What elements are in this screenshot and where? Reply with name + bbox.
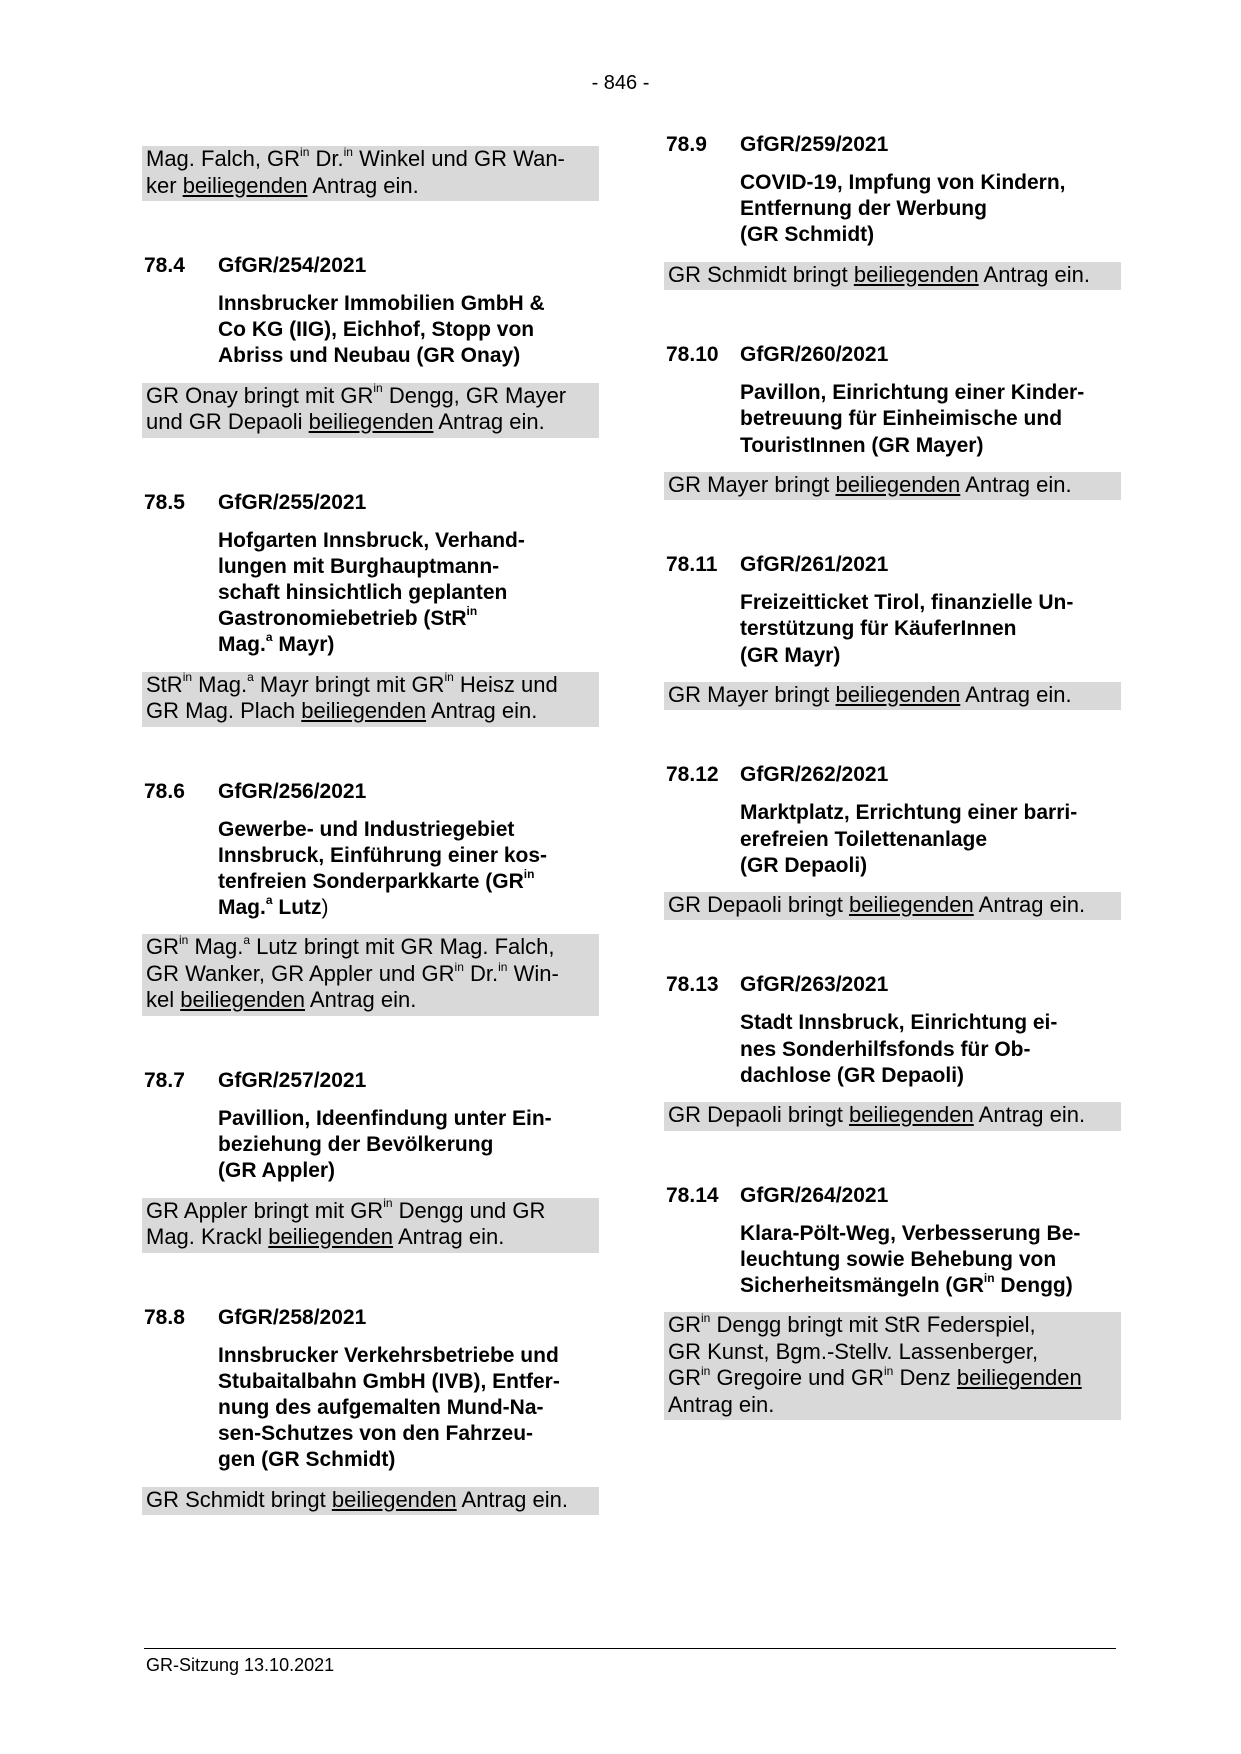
agenda-item [144,1305,599,1516]
agenda-item-title: Innsbrucker Verkehrsbetriebe und Stubaitalbahn GmbH (IVB), Entfer- nung des aufgemalten Mund-Na- sen-Schutzes von den Fahrzeu- gen (GR Schmidt) [218,1343,560,1472]
agenda-item-number: 78.6 [144,779,185,803]
agenda-item [666,972,1121,1130]
agenda-item [666,552,1121,710]
agenda-item [144,1068,599,1253]
agenda-item-number: 78.7 [144,1068,185,1092]
agenda-item-motion-note: GR Depaoli bringt beiliegenden Antrag ein. [664,1102,1121,1131]
page-number: - 846 - [591,72,650,94]
agenda-item-number: 78.4 [144,254,185,277]
agenda-item [144,253,599,438]
agenda-item-title: Innsbrucker Immobilien GmbH & Co KG (IIG), Eichhof, Stopp von Abriss und Neubau (GR Onay) [218,292,545,368]
agenda-item-code: GfGR/262/2021 [740,763,889,787]
agenda-item-code: GfGR/254/2021 [218,254,367,277]
agenda-item-number: 78.14 [666,1183,719,1207]
agenda-item-title: Klara-Pölt-Weg, Verbesserung Be- leuchtung sowie Behebung von Sicherheitsmängeln ($GR^{in}$ Dengg) [740,1221,1081,1297]
agenda-item-code: GfGR/260/2021 [740,343,889,367]
agenda-item-motion-note: GR Onay bringt mit $GR^{in}$ Dengg, GR Mayer und GR Depaoli beiliegenden Antrag ein. [142,383,599,438]
agenda-item [666,342,1121,500]
agenda-item-code: GfGR/264/2021 [740,1183,889,1207]
agenda-item-title: Pavillon, Einrichtung einer Kinder- betreuung für Einheimische und TouristInnen (GR Mayer) [740,381,1085,457]
agenda-item [144,490,599,727]
agenda-item-title: Gewerbe- und Industriegebiet Innsbruck, Einführung einer kos- tenfreien Sonderparkkarte ($GR^{in}$ Mag.$^a$ Lutz) [218,817,548,920]
agenda-item-title: Marktplatz, Errichtung einer barri- erefreien Toilettenanlage (GR Depaoli) [740,801,1078,877]
agenda-item-motion-note: GR Schmidt bringt beiliegenden Antrag ein. [142,1487,599,1516]
right-column [666,132,1121,1420]
agenda-item-code: GfGR/258/2021 [218,1305,367,1329]
agenda-item-code: GfGR/259/2021 [740,133,889,156]
agenda-item-header [666,972,1121,998]
footer-session-date: GR-Sitzung 13.10.2021 [146,1655,335,1675]
agenda-item-code: GfGR/257/2021 [218,1068,367,1092]
agenda-item-number: 78.11 [666,553,718,577]
agenda-item-header [144,1305,599,1331]
agenda-item [666,1183,1121,1421]
agenda-item-number: 78.5 [144,490,185,514]
agenda-item-motion-note: GR Mayer bringt beiliegenden Antrag ein. [664,472,1121,501]
agenda-item-header [666,762,1121,788]
agenda-item-number: 78.9 [666,133,707,156]
agenda-item-motion-note: GR Appler bringt mit $GR^{in}$ Dengg und GR Mag. Krackl beiliegenden Antrag ein. [142,1198,599,1253]
agenda-item-code: GfGR/261/2021 [740,553,889,577]
agenda-item-title: Stadt Innsbruck, Einrichtung ei- nes Sonderhilfsfonds für Ob- dachlose (GR Depaoli) [740,1011,1058,1087]
footer-divider [144,1648,1116,1649]
agenda-item-number: 78.10 [666,343,719,367]
agenda-item-header [144,253,599,279]
left-column [144,146,599,1515]
agenda-item-header [144,490,599,516]
agenda-item-title: Hofgarten Innsbruck, Verhand- lungen mit Burghauptmann- schaft hinsichtlich geplanten Gastronomiebetrieb (StR$^{in}$ Mag.$^a$ Mayr) [218,528,525,657]
agenda-item-header [144,779,599,805]
agenda-item [144,779,599,1016]
agenda-item-header [666,132,1121,158]
agenda-item-motion-note: $GR^{in}$ Dengg bringt mit StR Federspiel, GR Kunst, Bgm.-Stellv. Lassenberger, $GR^{in}$ Gregoire und $GR^{in}$ Denz beiliegenden Antrag ein. [664,1312,1121,1420]
agenda-item-number: 78.8 [144,1305,185,1329]
agenda-item-code: GfGR/255/2021 [218,490,367,514]
agenda-item-number: 78.13 [666,973,719,997]
agenda-item-title: Freizeitticket Tirol, finanzielle Un- terstützung für KäuferInnen (GR Mayr) [740,591,1074,667]
agenda-item-code: GfGR/256/2021 [218,779,367,803]
agenda-item-number: 78.12 [666,763,719,787]
agenda-item-header [666,342,1121,368]
agenda-item-motion-note: GR Mayer bringt beiliegenden Antrag ein. [664,682,1121,711]
agenda-item-header [666,552,1121,578]
agenda-item-motion-note: GR Schmidt bringt beiliegenden Antrag ein. [664,262,1121,291]
agenda-item-title: Pavillion, Ideenfindung unter Ein- beziehung der Bevölkerung (GR Appler) [218,1106,552,1183]
agenda-item [666,762,1121,920]
agenda-item-motion-note: StR$^{in}$ Mag.$^a$ Mayr bringt mit $GR^{in}$ Heisz und GR Mag. Plach beiliegenden Antrag ein. [142,672,599,727]
agenda-item-code: GfGR/263/2021 [740,973,889,997]
agenda-item-header [144,1068,599,1094]
continued-motion-note: Mag. Falch, $GR^{in}$ Dr.$^{in}$ Winkel und GR Wan- ker beiliegenden Antrag ein. [142,146,599,201]
agenda-item [666,132,1121,290]
left-agenda-list [144,253,599,1515]
agenda-item-motion-note: $GR^{in}$ Mag.$^a$ Lutz bringt mit GR Mag. Falch, GR Wanker, GR Appler und $GR^{in}$ Dr.$^{in}$ Win- kel beiliegenden Antrag ein. [142,934,599,1016]
agenda-item-header [666,1183,1121,1209]
agenda-item-title: COVID-19, Impfung von Kindern, Entfernung der Werbung (GR Schmidt) [740,171,1066,247]
agenda-item-motion-note: GR Depaoli bringt beiliegenden Antrag ein. [664,892,1121,921]
right-agenda-list [666,132,1121,1420]
